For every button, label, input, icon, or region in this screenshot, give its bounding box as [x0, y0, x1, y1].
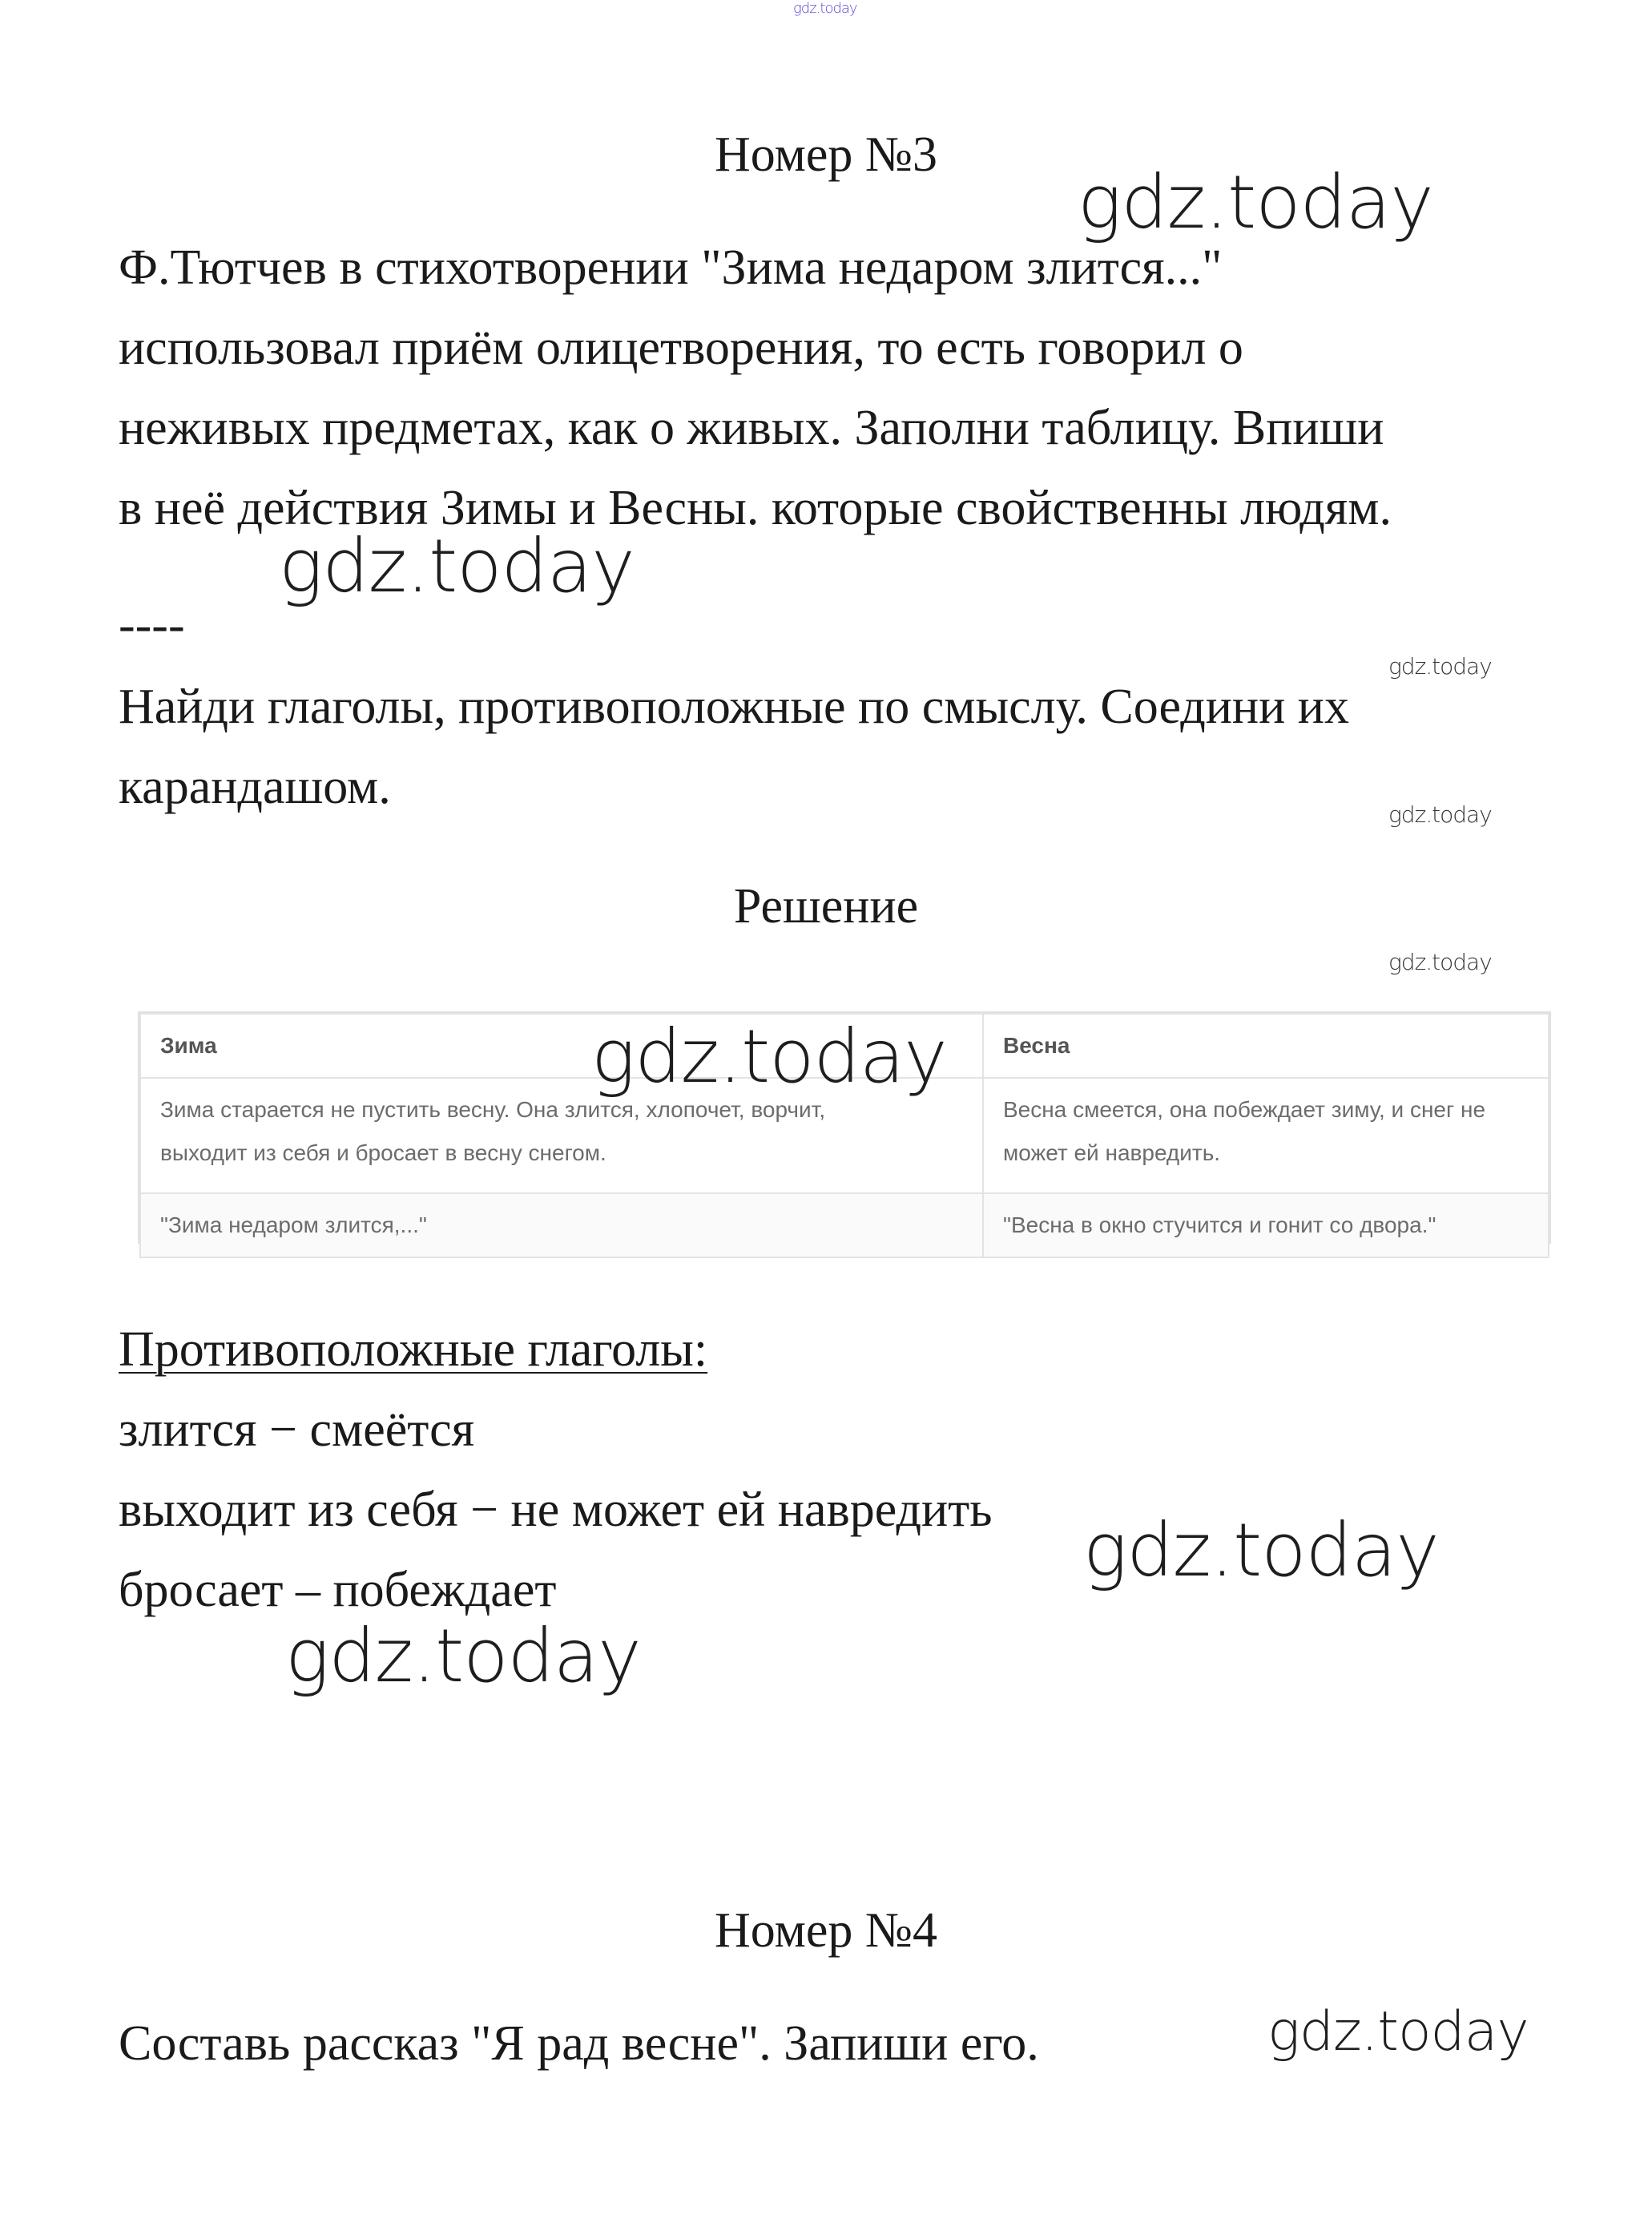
cell-line: Весна смеется, она побеждает зиму, и снег не	[1003, 1097, 1486, 1122]
question-line: карандашом.	[119, 760, 391, 814]
opposite-pair: злится − смеётся	[119, 1402, 475, 1457]
watermark: gdz.today	[1078, 159, 1433, 245]
table-header-cell: Весна	[983, 1014, 1549, 1078]
table-row	[140, 1193, 1549, 1257]
table-header-cell: Зима	[140, 1014, 983, 1078]
cell-line: выходит из себя и бросает в весну снегом.	[160, 1140, 606, 1165]
watermark: gdz.today	[1388, 653, 1492, 680]
cell-line: Зима старается не пустить весну. Она злится, хлопочет, ворчит,	[160, 1097, 826, 1122]
intro-line: Ф.Тютчев в стихотворении "Зима недаром злится..."	[119, 240, 1223, 295]
table-cell: "Весна в окно стучится и гонит со двора."	[983, 1193, 1549, 1257]
watermark: gdz.today	[591, 1014, 947, 1099]
watermark: gdz.today	[279, 523, 635, 609]
watermark-top: gdz.today	[793, 0, 857, 17]
task3-intro	[119, 228, 1545, 548]
watermark: gdz.today	[1083, 1507, 1439, 1593]
task3-title: Номер №3	[714, 127, 937, 182]
watermark: gdz.today	[1267, 2000, 1529, 2064]
opposites-title: Противоположные глаголы:	[119, 1322, 708, 1377]
watermark: gdz.today	[285, 1613, 641, 1699]
watermark: gdz.today	[1388, 949, 1492, 975]
task4-text: Составь рассказ "Я рад весне". Запиши его.	[119, 2016, 1039, 2071]
opposite-pair: бросает – побеждает	[119, 1563, 557, 1617]
table-cell	[983, 1078, 1549, 1193]
task3-question	[119, 667, 1545, 827]
task4-title: Номер №4	[714, 1903, 937, 1958]
intro-line: в неё действия Зимы и Весны. которые свойственны людям.	[119, 481, 1392, 535]
intro-line: неживых предметах, как о живых. Заполни таблицу. Впиши	[119, 401, 1384, 455]
cell-line: может ей навредить.	[1003, 1140, 1221, 1165]
solution-title: Решение	[733, 879, 919, 934]
question-line: Найди глаголы, противоположные по смыслу. Соедини их	[119, 680, 1349, 734]
table-cell: "Зима недаром злится,..."	[140, 1193, 983, 1257]
watermark: gdz.today	[1388, 801, 1492, 828]
opposite-pair: выходит из себя − не может ей навредить	[119, 1483, 993, 1537]
intro-line: использовал приём олицетворения, то есть говорил о	[119, 321, 1243, 375]
separator: ----	[119, 598, 185, 652]
